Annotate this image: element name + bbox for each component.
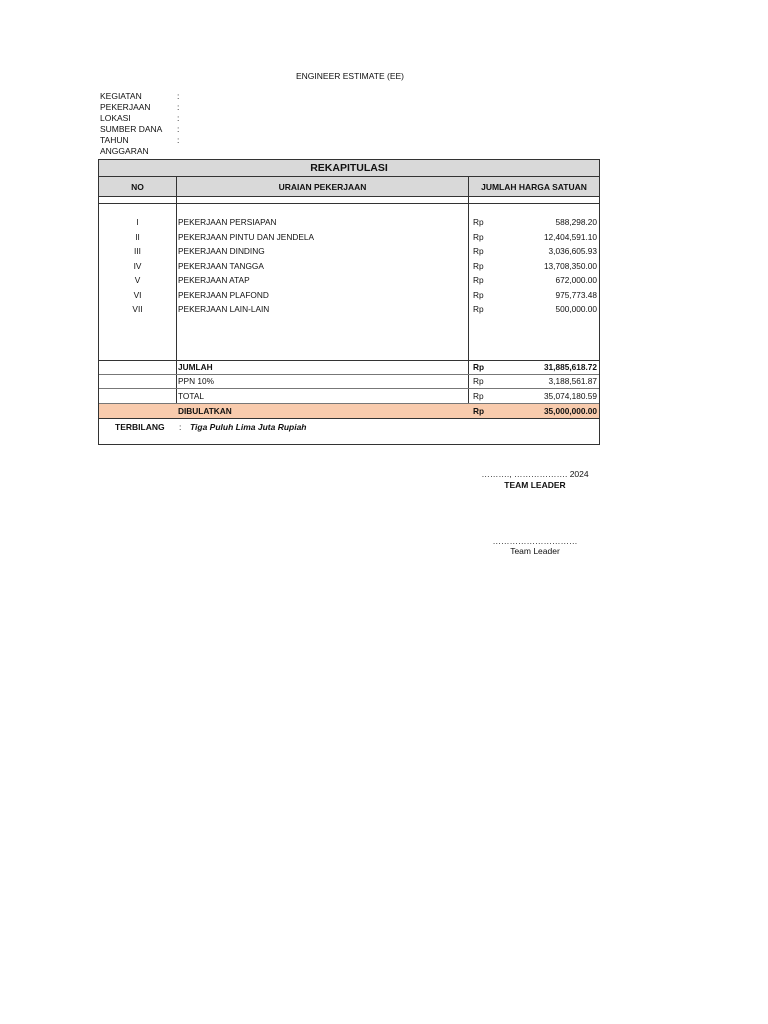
- meta-row-kegiatan: KEGIATAN :: [100, 91, 180, 101]
- signature-name-placeholder: …………………………: [492, 536, 578, 546]
- document-title: ENGINEER ESTIMATE (EE): [296, 71, 404, 81]
- signature-role: TEAM LEADER: [504, 480, 566, 490]
- terbilang-sep: :: [179, 422, 182, 432]
- column-header-amount: JUMLAH HARGA SATUAN: [469, 177, 599, 197]
- recap-table: REKAPITULASI NO URAIAN PEKERJAAN JUMLAH HARGA SATUAN I PEKERJAAN PERSIAPAN Rp 588,298.20 II PEKERJAAN PINTU DAN JENDELA Rp 12,404,591.10 III PEKERJAAN DINDING Rp 3,036,605.93 IV PEKERJAAN TANGGA Rp 13,708,350.00 V PEKERJAAN ATAP Rp 672,000.00 VI PEKERJAAN PLAFOND Rp 975,773.48 VII PEKERJAAN LAIN-LAIN Rp 500,000.00 JUMLAH Rp 31,885,618.72 PPN 10% Rp 3,188,561.87 TOTAL Rp 35,074,180.59 DIBULATKAN Rp 35,000,000.00 TERBILANG : Tiga Puluh Lima Juta Rupiah: [98, 159, 600, 445]
- table-title: REKAPITULASI: [99, 160, 599, 177]
- signature-caption: Team Leader: [510, 546, 560, 556]
- meta-row-sumber-dana: SUMBER DANA :: [100, 124, 180, 134]
- divider: [99, 418, 599, 419]
- divider: [99, 203, 599, 204]
- meta-row-pekerjaan: PEKERJAAN :: [100, 102, 180, 112]
- meta-row-tahun-anggaran: TAHUN ANGGARAN :: [100, 135, 180, 156]
- column-header-no: NO: [99, 177, 176, 197]
- signature-date-line: ………., ………………. 2024: [481, 469, 589, 479]
- column-header-desc: URAIAN PEKERJAAN: [177, 177, 468, 197]
- divider: [176, 177, 177, 419]
- terbilang-text: Tiga Puluh Lima Juta Rupiah: [190, 422, 307, 432]
- terbilang-label: TERBILANG: [115, 422, 165, 432]
- divider: [468, 177, 469, 419]
- meta-row-lokasi: LOKASI :: [100, 113, 180, 123]
- meta-block: [100, 91, 183, 157]
